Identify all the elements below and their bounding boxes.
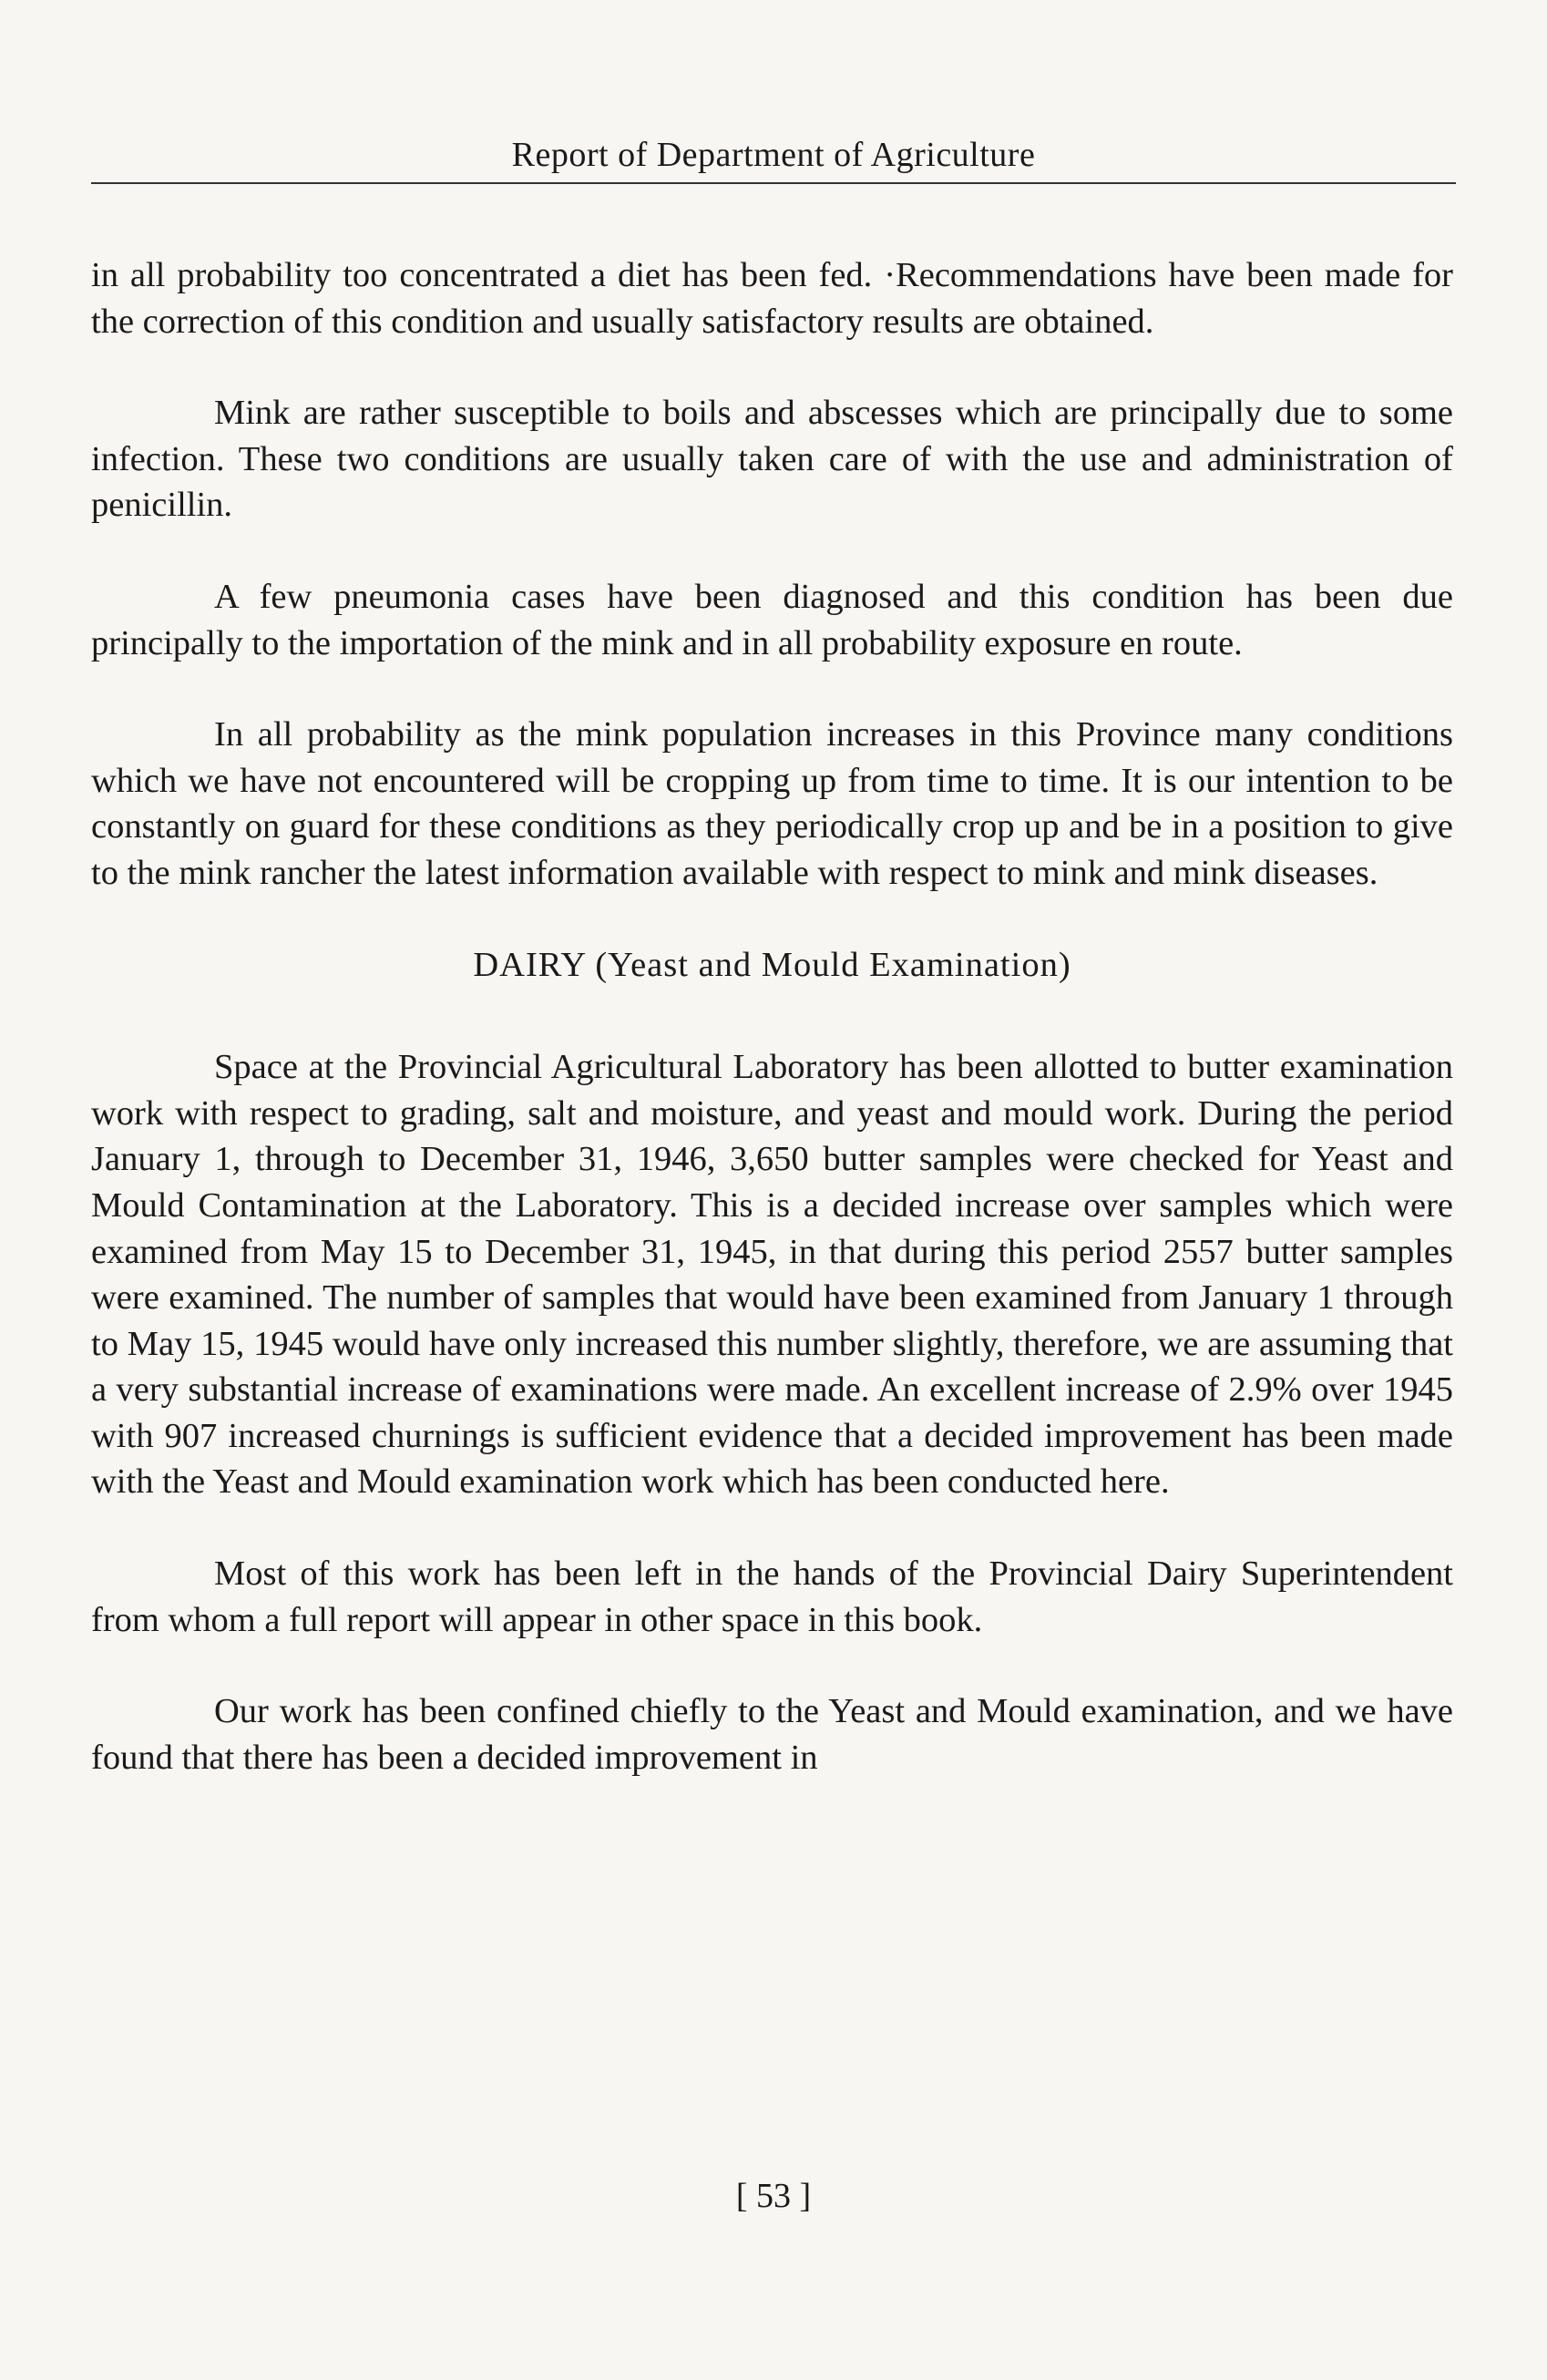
paragraph-5: Space at the Provincial Agricultural Laboratory has been allotted to butter examination work with respect to grading, salt and moisture, and yeast and mould work. During the period January 1, through to December 31, 1946, 3,650 butter samples were checked for Yeast and Mould Contamination at the Laboratory. This is a decided increase over samples which were examined from May 15 to December 31, 1945, in that during this period 2557 butter samples were examined. The number of samples that would have been examined from January 1 through to May 15, 1945 would have only increased this number slightly, therefore, we are assuming that a very substantial increase of examinations were made. An excellent increase of 2.9% over 1945 with 907 increased churnings is sufficient evidence that a decided improvement has been made with the Yeast and Mould examination work which has been conducted here. (91, 1048, 1453, 1502)
body-text (91, 252, 1453, 1826)
page-number: [ 53 ] (735, 2177, 812, 2215)
section-heading: DAIRY (Yeast and Mould Examination) (473, 945, 1071, 984)
paragraph-4: In all probability as the mink population increases in this Province many conditions which we have not encountered will be cropping up from time to time. It is our intention to be constantly on guard for these conditions as they periodically crop up and be in a position to give to the mink rancher the latest information available with respect to mink and mink diseases. (91, 715, 1453, 892)
paragraph-6: Most of this work has been left in the hands of the Provincial Dairy Superintendent from whom a full report will appear in other space in this book. (91, 1554, 1453, 1639)
paragraph-2: Mink are rather susceptible to boils and abscesses which are principally due to some infection. These two conditions are usually taken care of with the use and administration of penicillin. (91, 394, 1453, 525)
running-head: Report of Department of Agriculture (511, 136, 1036, 174)
paragraph-7: Our work has been confined chiefly to the Yeast and Mould examination, and we have found that there has been a decided improvement in (91, 1692, 1453, 1777)
paragraph-3: A few pneumonia cases have been diagnosed and this condition has been due principally to the importation of the mink and in all probability exposure en route. (91, 577, 1453, 662)
header-rule (91, 182, 1456, 184)
paragraph-1: in all probability too concentrated a diet has been fed. ·Recommendations have been made for the correction of this condition and usually satisfactory results are obtained. (91, 256, 1453, 341)
